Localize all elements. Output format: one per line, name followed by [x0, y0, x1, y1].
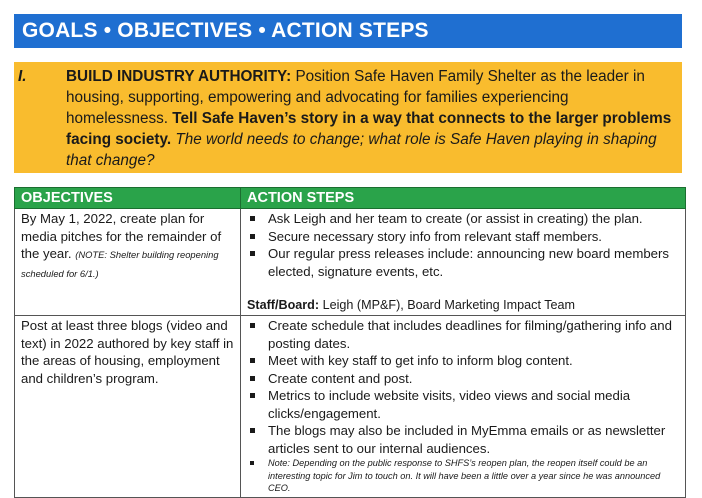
table-row [15, 209, 686, 316]
goal-question: The world needs to change; what role is Safe Haven playing in shaping that change? [66, 131, 657, 169]
goal-box [14, 62, 682, 173]
objective-text: Post at least three blogs (video and text) in 2022 authored by key staff in the areas of housing, employment and children’s program. [21, 318, 234, 386]
staff-board-line [247, 297, 679, 313]
list-item: Create content and post. [247, 370, 679, 388]
list-item: Our regular press releases include: announcing new board members elected, signature events, etc. [247, 245, 679, 280]
goal-emphasis: Tell Safe Haven’s story in a way that connects to the larger problems facing society. [66, 110, 672, 148]
table-header-row [15, 188, 686, 209]
list-item: The blogs may also be included in MyEmma emails or as newsletter articles sent to our internal audiences. [247, 422, 679, 457]
action-steps-list [247, 210, 679, 280]
goal-heading: BUILD INDUSTRY AUTHORITY: [66, 68, 292, 85]
objectives-table [14, 187, 686, 498]
list-item: Meet with key staff to get info to inform blog content. [247, 352, 679, 370]
goal-intro: Position Safe Haven Family Shelter as the leader in housing, supporting, empowering and advocating for families experiencing homelessness. [66, 68, 645, 127]
objective-text: By May 1, 2022, create plan for media pitches for the remainder of the year. [21, 211, 222, 261]
objective-note: (NOTE: Shelter building reopening scheduled for 6/1.) [21, 249, 219, 279]
action-steps-header: ACTION STEPS [241, 188, 686, 209]
list-item: Create schedule that includes deadlines for filming/gathering info and posting dates. [247, 317, 679, 352]
objective-cell [15, 316, 241, 498]
objectives-header: OBJECTIVES [15, 188, 241, 209]
page-title: GOALS • OBJECTIVES • ACTION STEPS [14, 14, 682, 48]
list-item: Secure necessary story info from relevant staff members. [247, 228, 679, 246]
action-steps-cell [241, 209, 686, 316]
action-steps-list [247, 317, 679, 495]
staff-label: Staff/Board: [247, 298, 320, 312]
goal-text [66, 66, 672, 171]
table-row [15, 316, 686, 498]
staff-value: Leigh (MP&F), Board Marketing Impact Team [319, 298, 576, 312]
list-item: Ask Leigh and her team to create (or assist in creating) the plan. [247, 210, 679, 228]
objective-cell [15, 209, 241, 316]
goal-number: I. [18, 68, 27, 85]
list-item: Metrics to include website visits, video views and social media clicks/engagement. [247, 387, 679, 422]
list-item-note: Note: Depending on the public response to SHFS’s reopen plan, the reopen itself could be an interesting topic for Jim to touch on. It will have been a little over a year since he was announced CEO. [247, 457, 679, 495]
action-steps-cell [241, 316, 686, 498]
